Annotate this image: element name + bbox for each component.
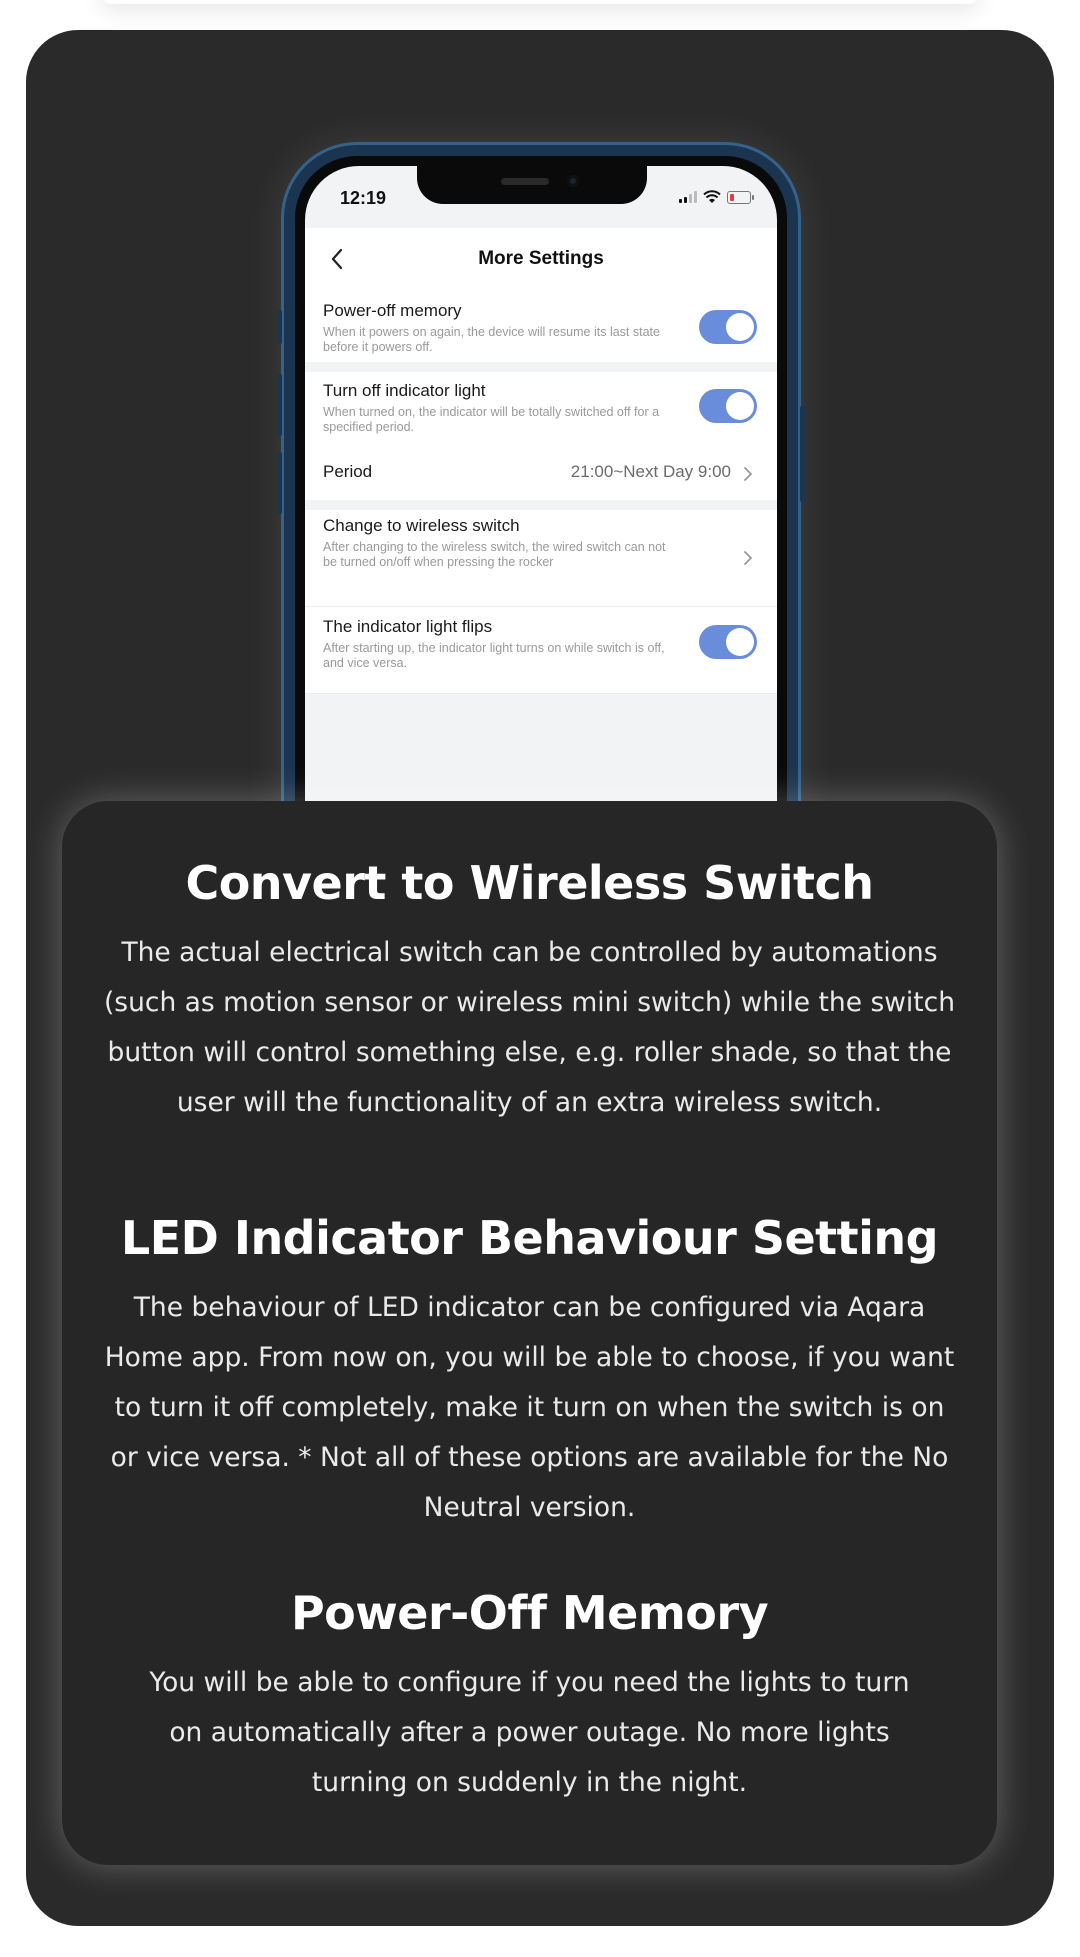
setting-title: Change to wireless switch <box>323 516 520 535</box>
page-title: More Settings <box>478 248 604 269</box>
setting-indicator-flips <box>305 607 777 694</box>
settings-group <box>305 290 777 362</box>
phone-volume-up-button <box>277 374 282 436</box>
chevron-right-icon <box>743 466 753 482</box>
speaker-icon <box>501 178 549 185</box>
phone-volume-down-button <box>277 452 282 514</box>
settings-list <box>305 290 777 694</box>
indicator-flips-toggle[interactable] <box>699 625 757 659</box>
setting-title: Power-off memory <box>323 301 462 320</box>
chevron-right-icon <box>743 550 753 566</box>
setting-wireless-switch[interactable] <box>305 510 777 607</box>
wifi-icon <box>703 190 721 204</box>
indicator-off-toggle[interactable] <box>699 389 757 423</box>
power-off-memory-toggle[interactable] <box>699 310 757 344</box>
period-value: 21:00~Next Day 9:00 <box>570 462 731 481</box>
nav-bar <box>305 228 777 290</box>
toggle-knob <box>726 628 754 656</box>
section-heading: Power-Off Memory <box>290 1586 769 1640</box>
setting-description: After changing to the wireless switch, the wired switch can not be turned on/off when pressing the rocker <box>323 540 666 569</box>
battery-icon <box>727 191 751 204</box>
setting-power-off-memory <box>305 290 777 362</box>
phone-side-button <box>277 310 282 344</box>
setting-turn-off-indicator <box>305 372 777 448</box>
section-body: The behaviour of LED indicator can be configured via Aqara Home app. From now on, you will be able to choose, if you want to turn it off completely, make it turn on when the switch is on or vice versa. * Not all of these options are available for the No Neutral version. <box>104 1292 955 1523</box>
section-body: The actual electrical switch can be controlled by automations (such as motion sensor or wireless mini switch) while the switch button will control something else, e.g. roller shade, so that the user will the functionality of an extra wireless switch. <box>103 937 956 1118</box>
settings-group <box>305 372 777 500</box>
setting-period[interactable] <box>305 448 777 500</box>
phone-mockup <box>281 142 801 842</box>
top-card-edge <box>100 0 980 4</box>
section-heading: Convert to Wireless Switch <box>185 856 874 910</box>
setting-title: Period <box>323 462 373 481</box>
phone-bezel <box>295 156 787 842</box>
setting-title: Turn off indicator light <box>323 381 486 400</box>
toggle-knob <box>726 392 754 420</box>
section-heading: LED Indicator Behaviour Setting <box>120 1211 939 1265</box>
phone-power-button <box>800 406 805 502</box>
setting-description: When turned on, the indicator will be totally switched off for a specified period. <box>323 405 660 434</box>
section-led-indicator <box>62 1211 997 1533</box>
section-power-off-memory <box>62 1586 997 1808</box>
toggle-knob <box>726 313 754 341</box>
phone-screen <box>305 166 777 842</box>
status-icons <box>679 190 751 204</box>
section-wireless-switch <box>62 856 997 1128</box>
setting-title: The indicator light flips <box>323 617 493 636</box>
phone-notch <box>417 166 647 204</box>
setting-description: After starting up, the indicator light turns on while switch is off, and vice versa. <box>323 641 665 670</box>
feature-card <box>26 30 1054 1926</box>
settings-group <box>305 510 777 694</box>
signal-icon <box>679 191 697 203</box>
description-card <box>62 801 997 1865</box>
status-time: 12:19 <box>340 188 387 208</box>
camera-icon <box>567 175 579 187</box>
setting-description: When it powers on again, the device will resume its last state before it powers off. <box>323 325 660 354</box>
section-body: You will be able to configure if you need the lights to turn on automatically after a power outage. No more lights turning on suddenly in the night. <box>149 1667 910 1798</box>
